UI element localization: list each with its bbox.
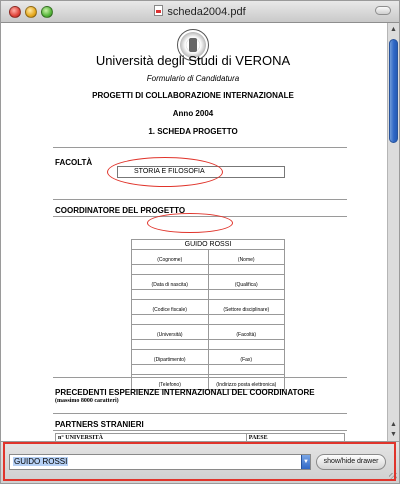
partners-header-university: n° UNIVERSITÀ: [56, 434, 247, 442]
table-cell[interactable]: [132, 290, 209, 300]
table-cell[interactable]: [132, 365, 209, 375]
scroll-up-arrow-icon[interactable]: ▲: [390, 421, 397, 428]
pdf-page: [15, 23, 371, 441]
table-row: [132, 250, 285, 265]
table-cell[interactable]: [208, 365, 285, 375]
table-row: [132, 300, 285, 315]
university-heading: Università degli Studi di VERONA: [95, 53, 291, 68]
table-row: [132, 340, 285, 350]
table-cell[interactable]: (Facoltà): [208, 325, 285, 340]
show-hide-drawer-button[interactable]: show/hide drawer: [316, 454, 386, 470]
scroll-down-arrow-icon[interactable]: ▼: [390, 431, 397, 438]
combo-value: GUIDO ROSSI: [14, 457, 68, 466]
table-cell[interactable]: (Fax): [208, 350, 285, 365]
esperienze-label: PRECEDENTI ESPERIENZE INTERNAZIONALI DEL COORDINATORE: [55, 388, 315, 397]
table-cell[interactable]: [208, 340, 285, 350]
divider: [53, 216, 347, 217]
scroll-up-arrow-icon[interactable]: ▲: [390, 26, 397, 33]
table-cell[interactable]: [132, 315, 209, 325]
divider: [53, 147, 347, 148]
table-cell[interactable]: (Settore disciplinare): [208, 300, 285, 315]
table-cell[interactable]: (Dipartimento): [132, 350, 209, 365]
bottom-bar: [1, 441, 399, 483]
table-cell[interactable]: (Codice fiscale): [132, 300, 209, 315]
form-title: Formulario di Candidatura: [146, 74, 240, 83]
table-row: [132, 265, 285, 275]
year-title: Anno 2004: [172, 109, 214, 118]
chevron-down-icon[interactable]: ▼: [301, 455, 310, 469]
partners-table: [55, 433, 345, 441]
partners-label: PARTNERS STRANIERI: [55, 420, 144, 429]
table-row: [132, 275, 285, 290]
table-row: [56, 434, 345, 442]
program-title: PROGETTI DI COLLABORAZIONE INTERNAZIONALE: [92, 91, 294, 100]
resize-grip-icon[interactable]: [389, 473, 397, 481]
table-row: [132, 365, 285, 375]
table-row: [132, 315, 285, 325]
table-cell[interactable]: [208, 265, 285, 275]
title-bar: [1, 1, 399, 23]
table-cell[interactable]: (Qualifica): [208, 275, 285, 290]
table-row: [132, 350, 285, 365]
name-combo-box[interactable]: [9, 454, 311, 470]
document-area[interactable]: [1, 23, 387, 441]
table-cell[interactable]: [208, 290, 285, 300]
window-title-text: scheda2004.pdf: [167, 6, 246, 18]
divider: [53, 377, 347, 378]
table-row: [132, 290, 285, 300]
table-cell[interactable]: (Nome): [208, 250, 285, 265]
esperienze-sublabel: (massimo 8000 caratteri): [55, 398, 119, 404]
table-cell[interactable]: (Indirizzo posta elettronica): [208, 375, 285, 390]
table-row: [132, 325, 285, 340]
table-cell[interactable]: [132, 340, 209, 350]
coordinatore-label: COORDINATORE DEL PROGETTO: [55, 206, 186, 215]
window-title: [1, 5, 399, 18]
divider: [53, 199, 347, 200]
facolta-field[interactable]: STORIA E FILOSOFIA: [117, 166, 285, 178]
coordinatore-table: [131, 249, 285, 390]
table-cell[interactable]: [132, 265, 209, 275]
toolbar-toggle-button[interactable]: [375, 6, 391, 15]
vertical-scrollbar[interactable]: [387, 23, 399, 441]
section-title: 1. SCHEDA PROGETTO: [148, 127, 238, 136]
scrollbar-thumb[interactable]: [389, 39, 398, 143]
table-cell[interactable]: (Università): [132, 325, 209, 340]
divider: [53, 413, 347, 414]
table-cell[interactable]: (Cognome): [132, 250, 209, 265]
pdf-file-icon: [154, 5, 163, 16]
table-cell[interactable]: (Telefono): [132, 375, 209, 390]
partners-header-country: PAESE: [246, 434, 344, 442]
coordinatore-field[interactable]: GUIDO ROSSI: [131, 239, 285, 249]
table-cell[interactable]: [208, 315, 285, 325]
divider: [53, 430, 347, 431]
facolta-label: FACOLTÀ: [55, 158, 93, 167]
table-cell[interactable]: (Data di nascita): [132, 275, 209, 290]
